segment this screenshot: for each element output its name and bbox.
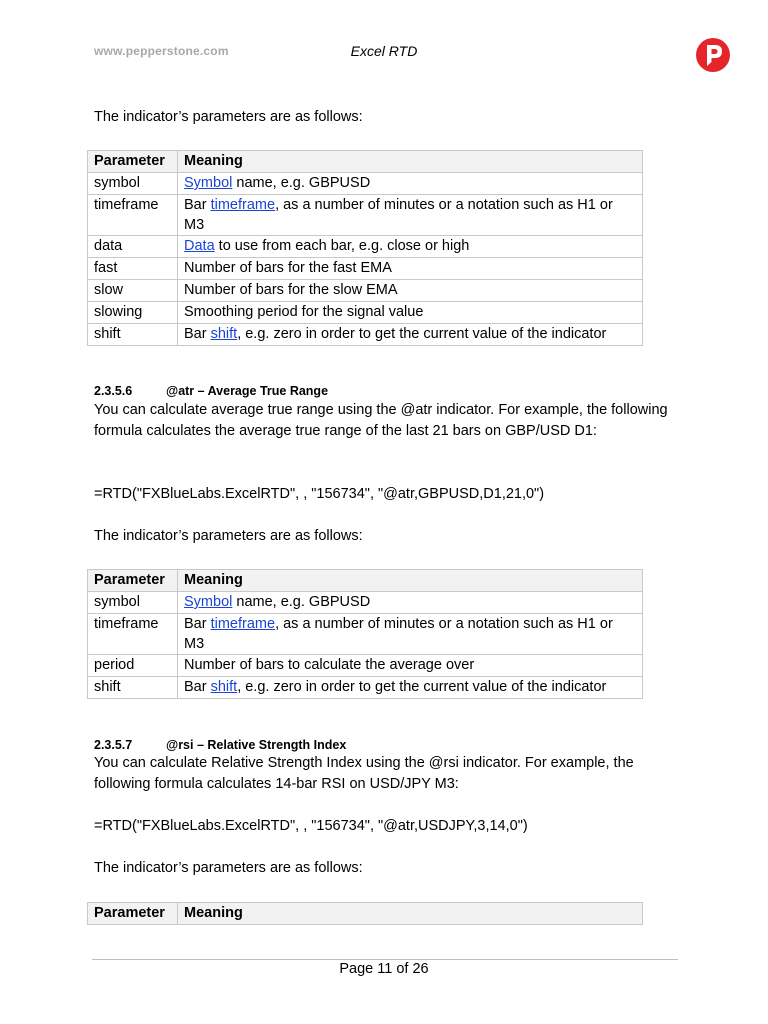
table-row	[88, 614, 643, 655]
column-header-meaning: Meaning	[178, 151, 643, 173]
parameter-name: symbol	[88, 592, 178, 614]
parameter-name: period	[88, 655, 178, 677]
meaning-link[interactable]: Symbol	[184, 175, 233, 191]
table1-intro: The indicator’s parameters are as follows:	[94, 109, 363, 125]
table-row	[88, 280, 643, 302]
table-header-row	[88, 570, 643, 592]
table-row	[88, 302, 643, 324]
parameters-table-atr	[87, 569, 643, 699]
column-header-meaning: Meaning	[178, 570, 643, 592]
atr-description: You can calculate average true range using the @atr indicator. For example, the following formula calculates the average true range of the last 21 bars on GBP/USD D1:	[94, 402, 668, 439]
parameter-meaning	[178, 655, 643, 677]
parameter-name: symbol	[88, 173, 178, 195]
table-row	[88, 592, 643, 614]
parameter-name: fast	[88, 258, 178, 280]
parameter-meaning	[178, 195, 643, 236]
meaning-text: , as a number of minutes or a notation such as H1 or M3	[184, 197, 613, 233]
column-header-parameter: Parameter	[88, 570, 178, 592]
table-row	[88, 258, 643, 280]
meaning-text: Number of bars to calculate the average over	[184, 657, 475, 673]
table2-intro: The indicator’s parameters are as follows:	[94, 528, 363, 544]
meaning-link[interactable]: Data	[184, 238, 215, 254]
table-row	[88, 677, 643, 699]
meaning-text: to use from each bar, e.g. close or high	[214, 238, 470, 254]
table3-intro: The indicator’s parameters are as follows:	[94, 860, 363, 876]
section-title: @atr – Average True Range	[166, 384, 329, 398]
section-heading-rsi	[94, 737, 346, 753]
table-row	[88, 195, 643, 236]
parameter-name: slowing	[88, 302, 178, 324]
parameter-meaning	[178, 302, 643, 324]
parameter-meaning	[178, 592, 643, 614]
parameter-name: timeframe	[88, 195, 178, 236]
meaning-text: Smoothing period for the signal value	[184, 304, 424, 320]
meaning-text: Number of bars for the fast EMA	[184, 260, 392, 276]
meaning-text: Bar	[184, 616, 211, 632]
table-header-row	[88, 903, 643, 925]
pepperstone-logo-icon	[695, 37, 731, 73]
meaning-text: , e.g. zero in order to get the current value of the indicator	[237, 326, 607, 342]
atr-formula: =RTD("FXBlueLabs.ExcelRTD", , "156734", "@atr,GBPUSD,D1,21,0")	[94, 486, 545, 502]
parameter-meaning	[178, 236, 643, 258]
column-header-parameter: Parameter	[88, 151, 178, 173]
parameter-meaning	[178, 677, 643, 699]
table1-body	[88, 173, 643, 346]
meaning-text: Bar	[184, 326, 211, 342]
parameter-name: shift	[88, 324, 178, 346]
meaning-link[interactable]: timeframe	[210, 616, 276, 632]
section-number: 2.3.5.7	[94, 738, 133, 752]
table-row	[88, 173, 643, 195]
parameter-name: data	[88, 236, 178, 258]
meaning-text: name, e.g. GBPUSD	[232, 175, 371, 191]
parameters-table-macd	[87, 150, 643, 346]
column-header-parameter: Parameter	[88, 903, 178, 925]
meaning-link[interactable]: Symbol	[184, 594, 233, 610]
parameter-name: timeframe	[88, 614, 178, 655]
meaning-link[interactable]: shift	[210, 326, 238, 342]
table-header-row	[88, 151, 643, 173]
meaning-text: Number of bars for the slow EMA	[184, 282, 398, 298]
section-title: @rsi – Relative Strength Index	[166, 738, 347, 752]
parameter-name: shift	[88, 677, 178, 699]
table-row	[88, 655, 643, 677]
document-title: Excel RTD	[350, 43, 418, 59]
meaning-text: Bar	[184, 197, 211, 213]
table-row	[88, 236, 643, 258]
parameter-meaning	[178, 280, 643, 302]
parameter-meaning	[178, 324, 643, 346]
header-url[interactable]: www.pepperstone.com	[94, 44, 229, 58]
page-number: Page 11 of 26	[339, 961, 429, 977]
meaning-text: , e.g. zero in order to get the current value of the indicator	[237, 679, 607, 695]
section-heading-atr	[94, 383, 328, 399]
rsi-formula: =RTD("FXBlueLabs.ExcelRTD", , "156734", "@atr,USDJPY,3,14,0")	[94, 818, 528, 834]
rsi-description: You can calculate Relative Strength Index using the @rsi indicator. For example, the following formula calculates 14-bar RSI on USD/JPY M3:	[94, 755, 634, 792]
parameter-meaning	[178, 173, 643, 195]
meaning-text: Bar	[184, 679, 211, 695]
table-row	[88, 324, 643, 346]
parameter-meaning	[178, 614, 643, 655]
parameters-table-rsi	[87, 902, 643, 925]
meaning-link[interactable]: shift	[210, 679, 238, 695]
parameter-meaning	[178, 258, 643, 280]
column-header-meaning: Meaning	[178, 903, 643, 925]
meaning-text: , as a number of minutes or a notation such as H1 or M3	[184, 616, 613, 652]
parameter-name: slow	[88, 280, 178, 302]
section-number: 2.3.5.6	[94, 384, 133, 398]
table2-body	[88, 592, 643, 699]
meaning-text: name, e.g. GBPUSD	[232, 594, 371, 610]
meaning-link[interactable]: timeframe	[210, 197, 276, 213]
